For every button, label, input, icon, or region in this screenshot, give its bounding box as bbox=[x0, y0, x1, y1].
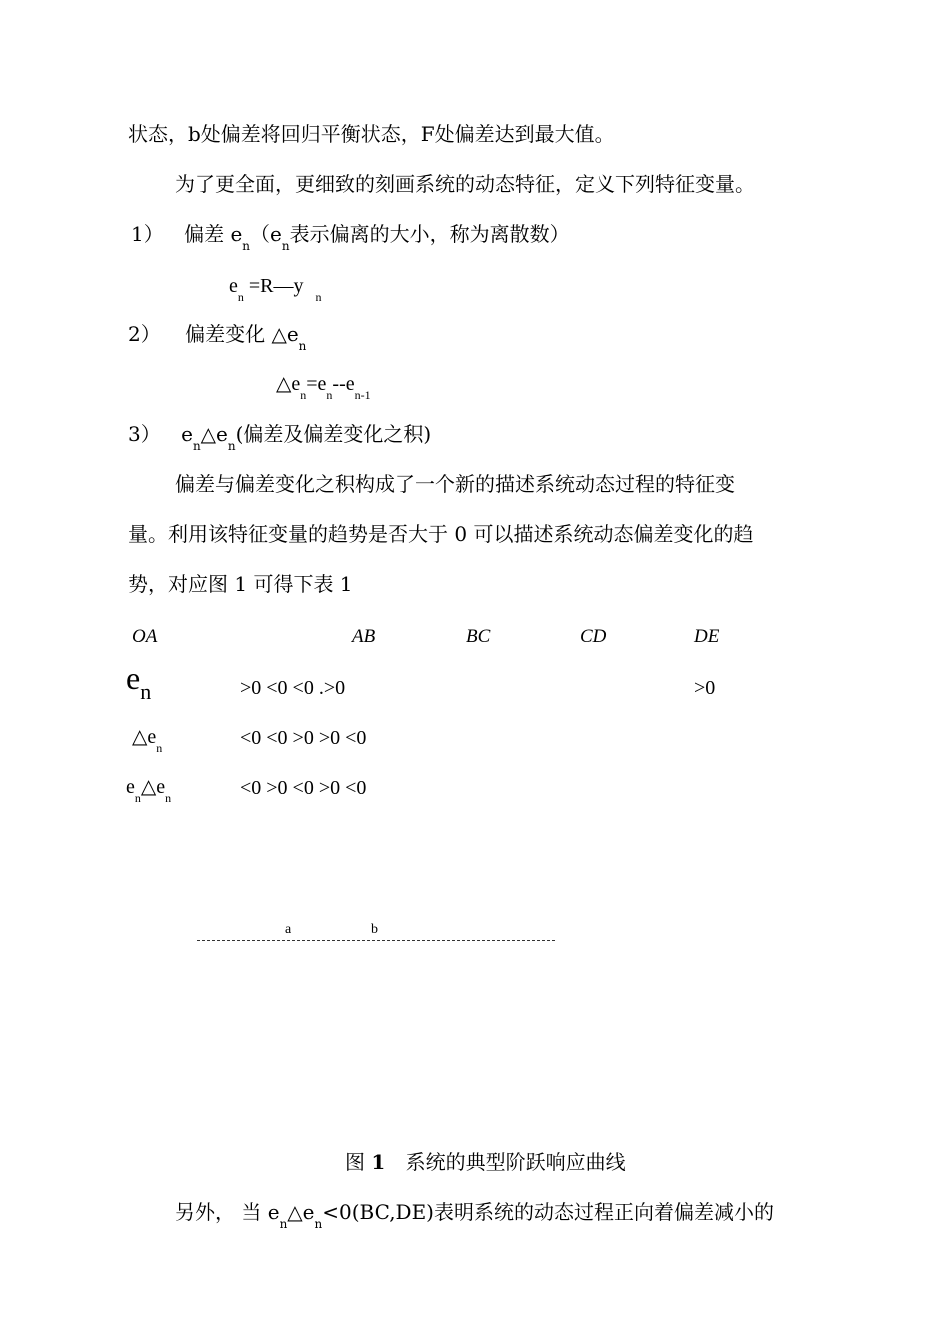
table-row-values: <0 <0 >0 >0 <0 bbox=[240, 727, 367, 749]
row-label-text: e bbox=[126, 660, 141, 696]
line-text: △e bbox=[287, 1200, 315, 1224]
formula-text: e bbox=[229, 275, 238, 297]
line-text: <0(BC,DE)表明系统的动态过程正向着偏差减小的 bbox=[322, 1200, 774, 1224]
formula-text: =R—y bbox=[243, 275, 304, 297]
item-text: 表示偏离的大小，称为离散数） bbox=[289, 222, 570, 246]
item-text: e bbox=[181, 422, 193, 446]
subscript: n bbox=[156, 741, 163, 755]
item-number: 1） bbox=[131, 222, 164, 246]
formula-text: =e bbox=[306, 373, 327, 395]
formula-1 bbox=[229, 275, 322, 304]
item-1 bbox=[131, 222, 570, 253]
subscript: n bbox=[227, 439, 236, 453]
table-header-ab: AB bbox=[352, 626, 376, 647]
paragraph-line bbox=[175, 1200, 774, 1231]
row-label-text: △e bbox=[140, 776, 166, 798]
paragraph-line: 为了更全面，更细致的刻画系统的动态特征，定义下列特征变量。 bbox=[175, 172, 755, 196]
subscript: n bbox=[134, 791, 141, 805]
item-text: (偏差及偏差变化之积) bbox=[235, 422, 432, 446]
table-header-cd: CD bbox=[580, 626, 607, 647]
item-text: △e bbox=[200, 422, 228, 446]
paragraph-line: 状态，b处偏差将回归平衡状态，F处偏差达到最大值。 bbox=[128, 122, 615, 146]
table-row-label bbox=[126, 660, 152, 704]
figure-caption bbox=[345, 1152, 626, 1172]
subscript: n bbox=[279, 1217, 288, 1231]
table-row-values: <0 >0 <0 >0 <0 bbox=[240, 777, 367, 799]
caption-text: 系统的典型阶跃响应曲线 bbox=[405, 1150, 626, 1174]
subscript: n bbox=[281, 239, 290, 253]
subscript: n bbox=[314, 1217, 323, 1231]
paragraph-line: 量。利用该特征变量的趋势是否大于 0 可以描述系统动态偏差变化的趋 bbox=[128, 522, 754, 546]
item-number: 3） bbox=[128, 422, 161, 446]
subscript: n-1 bbox=[354, 388, 371, 402]
row-label-text: △e bbox=[132, 726, 157, 748]
item-text: （e bbox=[250, 222, 282, 246]
item-number: 2） bbox=[128, 322, 161, 346]
table-cell-de: >0 bbox=[694, 677, 716, 699]
figure-dashed-line bbox=[197, 940, 555, 941]
line-text: 另外， 当 e bbox=[175, 1200, 280, 1224]
subscript: n bbox=[326, 388, 333, 402]
caption-number: 1 bbox=[371, 1150, 386, 1174]
table-row-label bbox=[126, 776, 172, 805]
subscript: n bbox=[237, 290, 244, 304]
row-label-text: e bbox=[126, 776, 135, 798]
paragraph-line: 势，对应图 1 可得下表 1 bbox=[128, 572, 353, 596]
table-header-oa: OA bbox=[132, 626, 158, 647]
formula-2 bbox=[276, 373, 371, 402]
caption-label: 图 bbox=[345, 1150, 365, 1174]
formula-text: --e bbox=[332, 373, 355, 395]
subscript: n bbox=[298, 339, 307, 353]
item-3 bbox=[128, 422, 432, 453]
subscript: n bbox=[300, 388, 307, 402]
subscript: n bbox=[242, 239, 251, 253]
table-row-values: >0 <0 <0 .>0 bbox=[240, 677, 346, 699]
subscript: n bbox=[140, 679, 152, 704]
figure-mark-a: a bbox=[285, 922, 292, 937]
item-2 bbox=[128, 322, 307, 353]
subscript: n bbox=[192, 439, 201, 453]
table-header-de: DE bbox=[694, 626, 720, 647]
formula-text: △e bbox=[276, 373, 301, 395]
figure-mark-b: b bbox=[371, 922, 378, 937]
item-text: 偏差 e bbox=[184, 222, 243, 246]
paragraph-line: 偏差与偏差变化之积构成了一个新的描述系统动态过程的特征变 bbox=[175, 472, 735, 496]
subscript: n bbox=[315, 290, 322, 304]
item-text: 偏差变化 △e bbox=[185, 322, 299, 346]
subscript: n bbox=[165, 791, 172, 805]
table-header-bc: BC bbox=[466, 626, 491, 647]
table-row-label bbox=[132, 726, 163, 755]
